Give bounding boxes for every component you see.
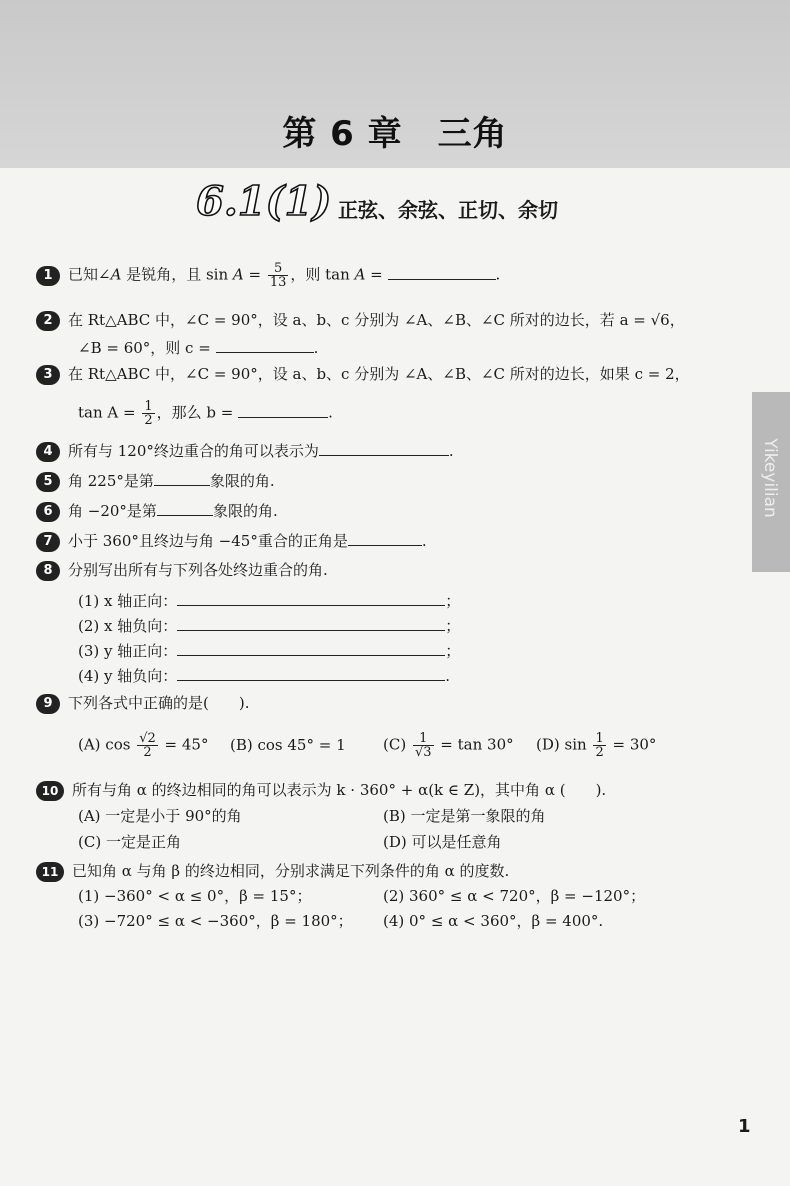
question-number: 4 <box>36 442 60 462</box>
question-11-item-1: (1) −360° < α ≤ 0°，β = 15°； <box>78 887 312 905</box>
answer-blank[interactable] <box>177 639 445 656</box>
question-number: 10 <box>36 781 64 801</box>
question-3-line-2: tan A = $\frac{1}{2}$ ，那么 b = . <box>78 399 333 428</box>
question-number: 9 <box>36 694 60 714</box>
fraction: $\frac{5}{13}$ <box>269 261 287 290</box>
answer-blank[interactable] <box>177 614 445 631</box>
option-c[interactable]: (C) $\frac{1}{√3}$ = tan 30° <box>383 731 514 760</box>
answer-blank[interactable] <box>154 469 210 486</box>
answer-blank[interactable] <box>319 439 449 456</box>
page-number: 1 <box>738 1116 751 1137</box>
question-8-item-4: (4) y 轴负向： . <box>78 664 450 687</box>
question-3: 3 在 Rt△ABC 中，∠C = 90°，设 a、b、c 分别为 ∠A、∠B、∠C 所对的边长，如果 c = 2， <box>36 363 690 385</box>
question-4: 4 所有与 120°终边重合的角可以表示为 . <box>36 439 454 462</box>
question-11-item-3: (3) −720° ≤ α < −360°，β = 180°； <box>78 912 353 930</box>
fraction: $\frac{1}{2}$ <box>144 399 153 428</box>
option-d[interactable]: (D) sin $\frac{1}{2}$ = 30° <box>536 731 657 760</box>
section-title: 正弦、余弦、正切、余切 <box>338 198 558 222</box>
answer-blank[interactable] <box>388 263 496 280</box>
option-b[interactable]: (B) cos 45° = 1 <box>230 736 346 754</box>
section-number: 6.1(1) <box>196 178 332 225</box>
question-number: 3 <box>36 365 60 385</box>
question-number: 7 <box>36 532 60 552</box>
question-number: 2 <box>36 311 60 331</box>
question-number: 1 <box>36 266 60 286</box>
question-8-item-2: (2) x 轴负向： ； <box>78 614 460 637</box>
question-8: 8 分别写出所有与下列各处终边重合的角. <box>36 559 328 581</box>
fraction: $\frac{1}{2}$ <box>595 731 604 760</box>
option-a[interactable]: (A) 一定是小于 90°的角 <box>78 807 242 825</box>
question-number: 8 <box>36 561 60 581</box>
fraction: $\frac{1}{√3}$ <box>414 731 432 760</box>
question-6: 6 角 −20°是第 象限的角. <box>36 499 278 522</box>
question-number: 5 <box>36 472 60 492</box>
question-11-item-2: (2) 360° ≤ α < 720°，β = −120°； <box>383 887 646 905</box>
option-d[interactable]: (D) 可以是任意角 <box>383 833 502 851</box>
side-tab-label: Yikeyilian <box>760 438 780 518</box>
question-8-item-3: (3) y 轴正向： ； <box>78 639 460 662</box>
question-number: 6 <box>36 502 60 522</box>
answer-blank[interactable] <box>157 499 213 516</box>
question-9: 9 下列各式中正确的是( ). <box>36 692 249 714</box>
option-b[interactable]: (B) 一定是第一象限的角 <box>383 807 546 825</box>
question-11: 11 已知角 α 与角 β 的终边相同，分别求满足下列条件的角 α 的度数. <box>36 860 509 882</box>
question-10: 10 所有与角 α 的终边相同的角可以表示为 k · 360° + α(k ∈ Z)，其中角 α ( ). <box>36 779 606 801</box>
question-number: 11 <box>36 862 64 882</box>
answer-blank[interactable] <box>216 336 314 353</box>
option-a[interactable]: (A) cos $\frac{√2}{2}$ = 45° <box>78 731 209 760</box>
question-1: 1 已知∠A 是锐角，且 sin A = $\frac{5}{13}$ ，则 tan A = . <box>36 262 500 289</box>
answer-blank[interactable] <box>238 401 328 418</box>
chapter-title: 第 6 章 三角 <box>282 114 508 154</box>
option-c[interactable]: (C) 一定是正角 <box>78 833 181 851</box>
question-5: 5 角 225°是第 象限的角. <box>36 469 275 492</box>
question-8-item-1: (1) x 轴正向： ； <box>78 589 460 612</box>
answer-blank[interactable] <box>348 529 422 546</box>
answer-blank[interactable] <box>177 589 445 606</box>
question-7: 7 小于 360°且终边与角 −45°重合的正角是 . <box>36 529 427 552</box>
question-2-line-2: ∠B = 60°，则 c = . <box>78 336 318 359</box>
question-2: 2 在 Rt△ABC 中，∠C = 90°，设 a、b、c 分别为 ∠A、∠B、∠C 所对的边长，若 a = √6， <box>36 309 685 331</box>
fraction: $\frac{√2}{2}$ <box>139 731 156 760</box>
answer-blank[interactable] <box>177 664 445 681</box>
question-11-item-4: (4) 0° ≤ α < 360°，β = 400°. <box>383 912 604 930</box>
